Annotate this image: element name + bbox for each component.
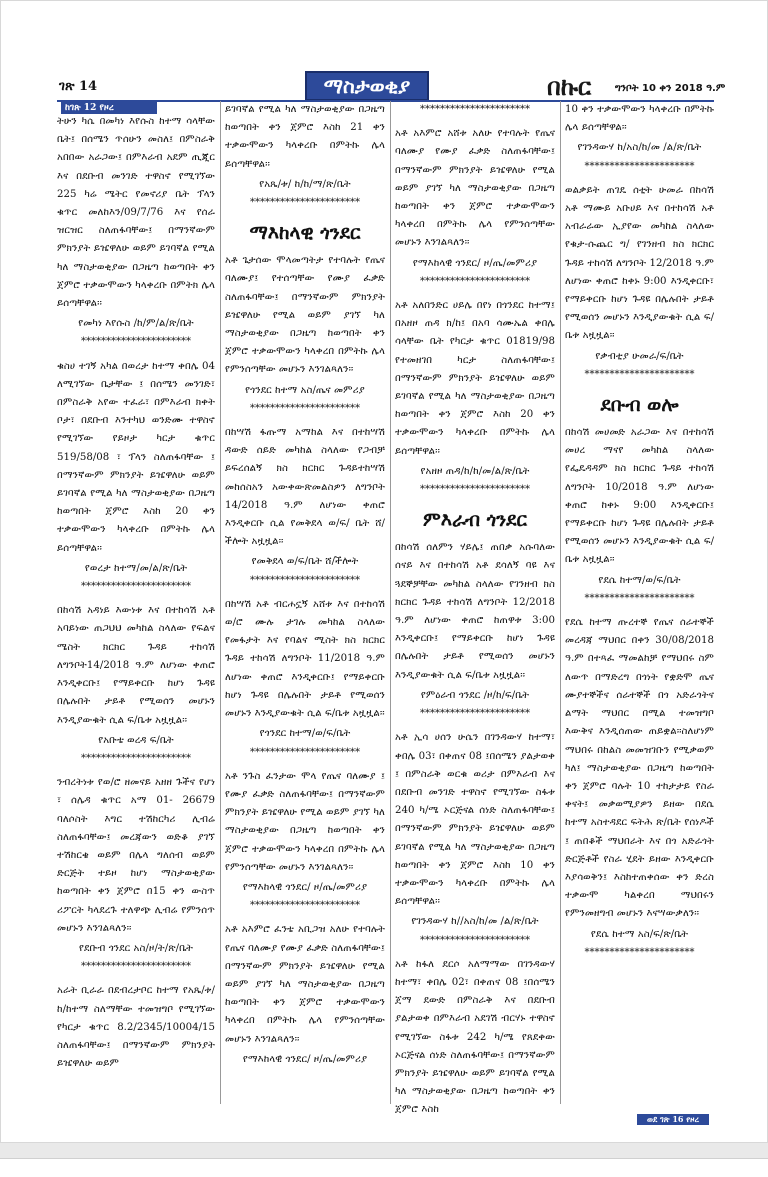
notice-signature: የማእከላዊ ጎንደር/ ዞ/ጤ/መምሪያ (242, 881, 368, 893)
notice-paragraph: አቶ አእምሮ ፈንቴ አቢጋዝ አለሁ የተባሉት የጤና ባለሙያ የሙያ ፈቃድ ስለጠፋባቸው፤ በማንኛውም ምክንያት ይዤዋለሁ የሚል ወይም ያገኘ ካለ ማስታወቂያው በጋዜጣ ከወጣበት ቀን ጀምሮ ተቃውሞውን ካላቀረበ በምትኩ ሌላ የምንሰጣቸው መሆኑን እንገልጻለን፡፡ (225, 924, 385, 1045)
notice-paragraph: አቶ ንጉስ ፈንታው ሞላ የጤና ባለሙያ ፤ የሙያ ፈቃድ ስለጠፋባቸው፤ በማንኛውም ምክንያት ይዤዋለሁ የሚል ወይም ያገኘ ካለ ማስታወቂያው በጋዜጣ ከወጣበት ቀን ጀምሮ ተቃውሞውን ካላቀረበ በምትኩ ሌላ የምንሰጣቸው መሆኑን እንገልጻለን፡፡ (225, 770, 385, 873)
notice-signature: የመቅደላ ወ/ፍ/ቤት ሸ/ችሎት (251, 556, 359, 568)
column-4 (565, 101, 714, 1104)
separator-stars: ********************** (584, 160, 695, 172)
notice-signature: የደሴ ከተማ/ወ/ፍ/ቤት (598, 574, 681, 586)
notice-signature: የገንዳውሃ ከ//አስ/ከ/መ /ል/ጽ/ቤት (411, 916, 539, 928)
notice-paragraph: አቶ ከፋለ ደርሶ አለማማው በገንዳውሃ ከተማ፣ ቀበሌ 02፣ በቀጠና 08 ፤በሰሜን ጀማ ደውድ በምስራቅ እና በደቡብ ያልታወቀ በምእራብ አደገሽ ብርሃኑ ተዋስኖ የሚገኘው ስፋቱ 242 ካ/ሜ የጸደቀው ኦርጅናል ሰነድ ስለጠፋባቸው፤ በማንኛውም ምክንያት ይዤዋለሁ ወይም ይገባኛል የሚል ካለ ማስታወቂያው በጋዜጣ ከወጣበት ቀን ጀምሮ እስከ (395, 958, 555, 1116)
notice-paragraph: ትሁን ካሴ በመካነ እየሱስ ከተማ ሳላቸው ቤት፤ በሰሜን ጥሰሁን መስለ፤ በምስራቅ አበበው አራጋው፤ በምእራብ አደም ጢጂር እና በደቡብ መንገድ ተዋስኖ የሚገኘው 225 ካሬ ሜትር የመኖሪያ ቤት ፕላን ቁጥር መለከእን/09/7/76 እና የሰራ ዝርዝር ስለጠፋባቸው፤ በማንኛውም ምክንያት ይዤዋለሁ ወይም ይገባኛል የሚል ካለ ማስታወቂያው በጋዜጣ ከወጣበት ቀን ጀምሮ ተቃውሞውን ካላቀረቡ በምትክ ሌላ ይሰጣቸዋል፡፡ (57, 116, 215, 310)
issue-date: ግንቦት 10 ቀን 2018 ዓ.ም (615, 83, 726, 94)
column-divider (560, 101, 561, 1104)
separator-stars: ********************** (250, 574, 360, 586)
next-page-edge (0, 1158, 768, 1177)
notice-signature: የገንዳውሃ ከ/አስ/ከ/መ /ል/ጽ/ቤት (577, 142, 702, 154)
notice-paragraph: ንብረትነቱ የወ/ሮ ዘመናይ አዘዘ ጉችና የሆነ ፣ ሰሌዳ ቁጥር አማ 01- 26679 ባለሶስት እግር ተሽከርካሪ ሊብሬ ስለጠፋባቸው፤ መረጃውን ወድቆ ያገኘ ተሽከርቄ ወይም በሌላ ግለሰብ ወይም ድርጅት ተይዞ ከሆነ ማስታወቂያው ከወጣበት ቀን ጀምሮ በ15 ቀን ውስጥ ሪፖርት ካላደረጉ ተለዋጭ ሊብሬ የምንሰጥ መሆኑን እንገልጻለን፡፡ (57, 777, 215, 934)
notice-paragraph: ወልቃይት ጠገዴ ሰቲት ሁመራ በከሳሽ አቶ ማሙይ አቡሀይ እና በተከሳሽ አቶ አብራራው ኢያየው መካከል ስላለው የቁታ-ሱጨር ግ/ የገንዘብ ክስ ክርክር ጉዳይ ተከሳሽ ለግንቦት 12/2018 ዓ.ም ለሆነው ቀጠሮ ከቀኑ 9:00 እንዲቀርቡ፣ የማይቀርቡ ከሆነ ጉዳዩ በሌሉበት ታይቶ የሚወሰን መሆኑን እንዲያውቁት ሲል ፍ/ቤቱ አዟዟል፡፡ (565, 184, 714, 342)
notice-paragraph: አቶ አለበንድር ሀይሌ በየነ በጎንደር ከተማ፤ በአዘዞ ጠዳ ክ/ከ፤ በአባ ሳሙኤል ቀበሌ ሳላቸው ቤት የካርታ ቁጥር 01819/98 የተመዘገበ ካርታ ስለጠፋባቸው፤ በማንኛውም ምክንያት ይዤዋለሁ ወይም ይገባኛል የሚል ካለ ማስታወቂያው በጋዜጣ ከወጣበት ቀን ጀምሮ እስከ 20 ቀን ተቃውሞውን ካላቀረቡ በምትኩ ሌላ ይሰጣቸዋል፡፡ (395, 300, 555, 457)
separator-stars: ********************** (250, 402, 360, 414)
notice-signature: የጎንደር ከተማ አስ/ጤና መምሪያ (245, 384, 365, 396)
notice-signature: የመካነ እየሱስ /ከ/ም/ል/ጽ/ቤት (78, 318, 194, 330)
notice-signature: የማእከላዊ ጎንደር/ ዞ/ጤ/መምሪያ (242, 1053, 368, 1065)
separator-stars: ********************** (81, 336, 191, 348)
notice-paragraph: በከሳሽ አዳነይ እውነቱ እና በተከሳሽ አቶ አባይነው ጠጋህህ መካከል ስላለው የፍልና ሜስት ክርክር ጉዳይ ተከሳሽ ለግንቦት14/2018 ዓ.ም ለሆነው ቀጠሮ እንዲቀርቡ፤ የማይቀርቡ ከሆነ ጉዳዩ በሌሉበት ታይቶ የሚወሰን መሆኑን እንዲያውቁት ሲል ፍ/ቤቱ አዟዟል፡፡ (57, 605, 215, 726)
column-3 (395, 101, 555, 1116)
separator-stars: ********************** (250, 900, 360, 912)
page-number: ገጽ 14 (59, 79, 98, 94)
section-title-banner: ማስታወቂያ (305, 71, 429, 101)
notice-signature: የማእከላዊ ጎንደር/ ዞ/ጤ/መምሪያ (412, 257, 538, 269)
separator-stars: ********************** (420, 708, 530, 720)
column-2 (225, 101, 385, 1104)
notice-signature: የጎንደር ከተማ/ወ/ፍ/ቤት (259, 728, 351, 740)
notice-paragraph: በከሣሽ አቶ ብርሐኗኝ አሸቱ እና በተከሳሽ ወ/ሮ ሙሉ ታገሉ መካከል ስላለው የመፋታት እና የባልና ሚስት ክስ ክርክር ጉዳይ ተከሳሽ ለግንቦት 11/2018 ዓ.ም ለሆነው ቀጠሮ እንዲቀርቡ፤ የማይቀርቡ ከሆነ ጉዳዩ በሌሉበት ታይቶ የሚወሰን መሆኑን እንዲያውቁት ሲል ፍ/ቤቱ አዟዟል፡፡ (225, 598, 385, 720)
notice-paragraph: አቶ ጌታሰው ሞላመጣትታ የተባሉት የጤና ባለሙያ፤ የተሰጣቸው የሙያ ፈቃድ ስለጠፋባቸው፤ በማንኛውም ምክንያት ይዤዋለሁ የሚል ወይም ያገኘ ካለ ማስታወቂያው በጋዜጣ ከወጣበት ቀን ጀምሮ ተቃውሞውን ካላቀረበ በምትኩ ሌላ የምንሰጣቸው መሆኑን እንገልጻለን፡፡ (225, 255, 385, 376)
notice-signature: የአጼ/ቱ/ ከ/ከ/ማ/ጽ/ቤት (259, 178, 351, 190)
separator-stars: ********************** (420, 934, 530, 946)
notice-signature: የአዘዞ ጠዳ/ከ/ከ/መ/ል/ጽ/ቤት (420, 465, 530, 477)
notice-paragraph: የደሴ ከተማ ጡረተኞ የጤና ሰራተኞች መረዳጃ ማህበር በቀን 30/08/2018 ዓ.ም በተጻፈ ማመልከቻ የማህበሩ ስም ለውጥ በማድረግ በጎነት የቋድሞ ጤና ሙያተኞችና ሰራተኞች በጎ አድራጎትና ልማት ማህበር በሚል ተመዝግቦ እውቅና እንዲሰጠው ጠይቋል፡፡ስለሆነም ማህበሩ በከልስ መመዝገቡን የሚቃወም ካለ፤ ማስታወቂያው በጋዜጣ ከወጣበት ቀን ጀምሮ ባሉት 10 ተከታታይ የስራ ቀናት፤ መቃወሚያዎን ይዘው በደሴ ከተማ አስተዳደር ፍትሕ ጽ/ቤት የሰነዶች ፤ ጠበቆች ማህበራት እና በጎ አድራጎት ድርጅቶች የስራ ሂደት ይዘው እንዲቀርቡ እያሳወቅን፤ እስከተጠቀሰው ቀን ድረስ ተቃውሞ ካልቀረበ ማህበሩን የምንመዘግብ መሆኑን እናሣውቃለን፡፡ (565, 617, 714, 920)
separator-stars: ********************** (420, 104, 530, 115)
notice-signature: የምዕራብ ጎንደር /ዞ/ከ/ፍ/ቤት (420, 689, 530, 701)
notice-signature: የቃብቲያ ሁመራ/ፍ/ቤት (595, 350, 684, 362)
notice-paragraph: ቁስሀ ተገኝ አካል በወረታ ከተማ ቀበሌ 04 ለሚገኘው ቤታቸው ፤ በሰሜን መንገድ፣ በምስራቅ አየው ተፈራ፣ በምእራብ ክቀት ቦታ፣ በደቡብ እንተካህ ወንድሙ ተዋስኖ የሚገኘው የይዞታ ካርታ ቁጥር 519/58/08 ፣ ፕላን ስለጠፋባቸው ፤ በማንኛውም ምክንያት ይዤዋለሁ ወይም ይገባኛል የሚል ካለ ማስታወቂያው በጋዜጣ ከወጣበት ጀምሮ እስከ 20 ቀን ተቃውሞውን ካላቀረቡ በምትኩ ሌላ ይሰጣቸዋል፡፡ (57, 360, 215, 554)
notice-paragraph: ይገባኛል የሚል ካለ ማስታወቂያው በጋዜጣ ከወጣበት ቀን ጀምሮ እስከ 21 ቀን ተቃውሞውን ካላቀረቡ በምትኩ ሌላ ይሰጣቸዋል፡፡ (225, 104, 385, 170)
separator-stars: ********************** (81, 961, 191, 973)
notice-paragraph: በከሣሽ ፋጡማ አማከል እና በተከሣሽ ዳውድ ሰይድ መካከል ስላለው የጋብቻ ይፍረሰልኝ ክስ ክርክር ጉዳይተከሣሽ መከሰስአን አውቀውጽመልስዎን ለግንቦት 14/2018 ዓ.ም ለሆነው ቀጠሮ እንዲቀርቡ ሲል የመቅደላ ወ/ፍ/ ቤት ሸ/ችሎት አዟዟል፡፡ (225, 427, 385, 548)
notice-signature: የደቡብ ጎንደር አስ/ዞ/ት/ጽ/ቤት (78, 942, 194, 954)
notice-paragraph: በከሳሽ ሰለምን ሃይሌ፤ ጠበቃ አሱባለው ሰናይ እና በተከሳሽ አቶ ደሳለኝ ባዩ እና ጓደኞቻቸው መካከል ስላለው የገንዘብ ክስ ክርክር ጉዳይ ተከሳሽ ለግንቦት 12/2018 ዓ.ም ለሆነው ቀጠሮ ከጠዋቱ 3:00 እንዲቀርቡ፤ የማይቀርቡ ከሆነ ጉዳዩ በሌሉበት ታይቶ የሚወሰን መሆኑን እንዲያውቁት ሲል ፍ/ቤቱ አዟዟል፡፡ (395, 542, 555, 681)
notice-paragraph: አራት ቢራራ በደብረታቦር ከተማ የአጼ/ቱ/ከ/ከተማ ስለማቸው ተመዝግቦ የሚገኘው የካርታ ቁጥር 8.2/2345/10004/15 ስለጠፋባቸው፤ በማንኛውም ምክንያት ይዤዋለሁ ወይም (57, 985, 215, 1070)
region-heading: ምእራብ ጎንደር (422, 509, 528, 532)
notice-paragraph: 10 ቀን ተቃውሞውን ካላቀረቡ በምትኩ ሌላ ይሰጣቸዋል፡፡ (565, 104, 714, 134)
column-divider (390, 101, 391, 1104)
notice-signature: የአቡቴ ወረዳ ፍ/ቤት (98, 734, 174, 746)
notice-signature: የወረታ ከተማ/መ/ል/ጽ/ቤት (84, 562, 188, 574)
separator-stars: ********************** (584, 946, 695, 958)
separator-stars: ********************** (420, 275, 530, 287)
continued-from-tag: ከገጽ 12 የዞረ (61, 102, 157, 114)
separator-stars: ********************** (250, 197, 360, 209)
columns-area (57, 101, 714, 1116)
region-heading: ደቡብ ወሎ (600, 394, 679, 417)
notice-paragraph: አቶ አእምሮ አሸቱ አለሁ የተባሉት የጤና ባለሙያ የሙያ ፈቃድ ስለጠፋባቸው፤ በማንኛውም ምክንያት ይዤዋለሁ የሚል ወይም ያገኘ ካለ ማስታወቂያው በጋዜጣ ከወጣበት ቀን ጀምሮ ተቃውሞውን ካላቀረበ በምትኩ ሌላ የምንሰጣቸው መሆኑን እንገልጻለን፡፡ (395, 128, 555, 249)
notice-paragraph: በከሳሽ መሀመድ አራጋው እና በተከሳሽ መሀረ ማናየ መካከል ስላለው የፌዴዳዳም ክስ ክርክር ጉዳይ ተከሳሽ ለግንቦት 10/2018 ዓ.ም ለሆነው ቀጠሮ ከቀኑ 9:00 እንዲቀርቡ፤ የማይቀርቡ ከሆነ ጉዳዩ በሌሉበት ታይቶ የሚወሰን መሆኑን እንዲያውቁት ሲል ፍ/ቤቱ አዟዟል፡፡ (565, 427, 714, 566)
notice-paragraph: አቶ ኢሳ ሀሰን ሁሴን በገንዳውሃ ከተማ፣ ቀበሌ 03፣ በቀጠና 08 ፤በሰሜን ያልታወቀ ፤ በምስራቅ ወርቁ ወሪታ በምእራብ እና በደቡብ መንገድ ተዋስኖ የሚገኘው ስፋቱ 240 ካ/ሜ ኦርጅናል ሰነድ ስለጠፋባቸው፤ በማንኛውም ምክንያት ይዤዋለሁ ወይም ይገባኛል የሚል ካለ ማስታወቂያው በጋዜጣ ከወጣበት ቀን ጀምሮ እስከ 10 ቀን ተቃውሞውን ካላቀረቡ በምትኩ ሌላ ይሰጣቸዋል፡፡ (395, 732, 555, 908)
separator-stars: ********************** (81, 581, 191, 593)
separator-stars: ********************** (81, 752, 191, 764)
separator-stars: ********************** (584, 368, 695, 380)
newspaper-brand: በኩር (547, 73, 592, 101)
column-divider (220, 101, 221, 1104)
region-heading: ማእከላዊ ጎንደር (249, 222, 361, 245)
continued-to-tag: ወደ ገጽ 16 የዞረ (637, 1114, 709, 1125)
separator-stars: ********************** (584, 592, 695, 604)
separator-stars: ********************** (420, 484, 530, 496)
separator-stars: ********************** (250, 746, 360, 758)
notice-signature: የደሴ ከተማ አስ/ፍ/ጽ/ቤት (590, 928, 689, 940)
column-1 (57, 101, 215, 1116)
